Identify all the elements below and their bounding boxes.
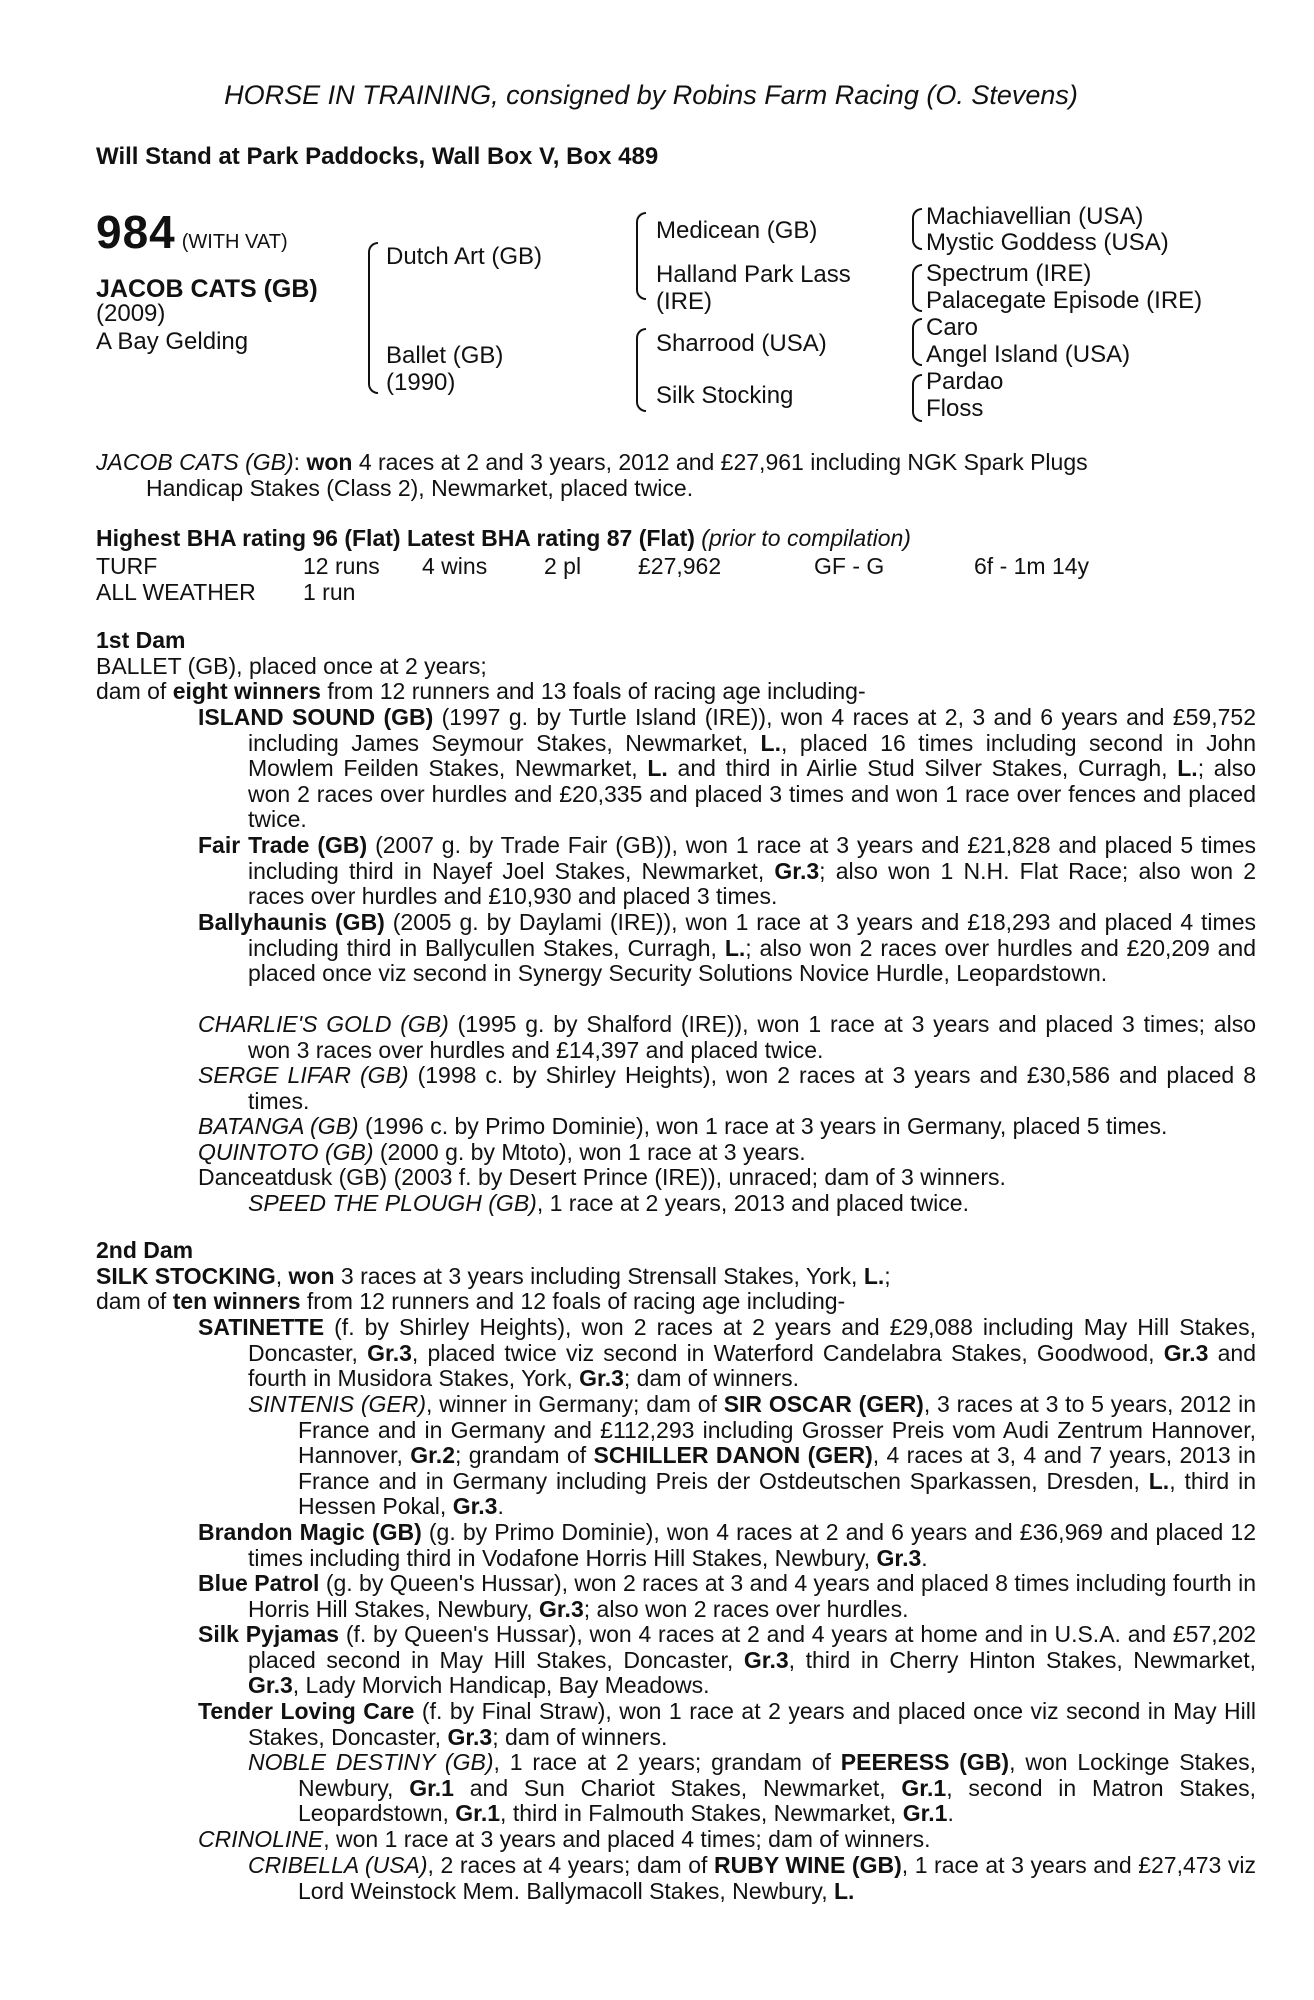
entry-text: , 3 races at 3 to 5 years, 2012 in France and in Germany and £112,293 including Grosser Preis vom Audi Zentrum Hannover, Hannover,	[298, 1391, 1256, 1469]
entry-name: CHARLIE'S GOLD (GB)	[198, 1011, 449, 1037]
entry-text: , third in Cherry Hinton Stakes, Newmarket,	[788, 1646, 1256, 1673]
second-dam-entry-sintenis	[248, 1392, 1256, 1520]
pedigree-sire-dam: Halland Park Lass	[656, 261, 851, 288]
entry-text: , 1 race at 2 years, 2013 and placed twice.	[536, 1190, 969, 1216]
entry-text: , won 1 race at 3 years and placed 4 times; dam of winners.	[323, 1826, 931, 1852]
pedigree-brace-g4	[912, 374, 922, 422]
group-mark: Gr.2	[410, 1442, 455, 1469]
aw-runs: 1 run	[303, 579, 356, 605]
second-dam-entry-blue-patrol	[198, 1571, 1256, 1622]
group-mark: Gr.3	[579, 1365, 624, 1392]
race-summary: JACOB CATS (GB): won 4 races at 2 and 3 years, 2012 and £27,961 including NGK Spark Plugs Handicap Stakes (Class 2), Newmarket, placed twice.	[96, 450, 1206, 501]
first-dam-entry-quintoto	[198, 1140, 1256, 1166]
horse-name: JACOB CATS (GB)	[96, 275, 318, 303]
turf-prize: £27,962	[638, 553, 722, 579]
aw-label: ALL WEATHER	[96, 579, 256, 605]
entry-name: Blue Patrol	[198, 1570, 320, 1596]
entry-text: , winner in Germany; dam of	[426, 1391, 724, 1417]
entry-name: Silk Pyjamas	[198, 1621, 340, 1647]
turf-runs: 12 runs	[303, 553, 380, 579]
entry-text: (2005 g. by Daylami (IRE)), won 1 race at 3 years and £18,293 and placed 4 times including third in Ballycullen Stakes, Curragh,	[248, 909, 1256, 961]
pedigree-brace-main	[368, 242, 378, 394]
second-dam-entry-brandon-magic	[198, 1520, 1256, 1571]
entry-name: BATANGA (GB)	[198, 1113, 359, 1139]
entry-name: Tender Loving Care	[198, 1698, 415, 1724]
entry-text: ; also won 2 races over hurdles and £20,209 and placed once viz second in Synergy Security Solutions Novice Hurdle, Leopardstown.	[248, 934, 1257, 987]
entry-text: and fourth in Musidora Stakes, York,	[248, 1339, 1257, 1392]
second-dam-text: 3 races at 3 years including Strensall Stakes, York,	[334, 1262, 864, 1289]
turf-going: GF - G	[814, 553, 885, 579]
entry-text: (g. by Queen's Hussar), won 2 races at 3 and 4 years and placed 8 times including fourth in Horris Hill Stakes, Newbury,	[248, 1570, 1256, 1622]
pedigree-brace-g2	[912, 264, 922, 312]
first-dam-entry-charlies-gold	[198, 1012, 1256, 1063]
pedigree-g2: Mystic Goddess (USA)	[926, 229, 1169, 256]
group-mark: Gr.1	[455, 1800, 501, 1827]
entry-name: ISLAND SOUND (GB)	[198, 704, 434, 730]
entry-text: .	[947, 1800, 954, 1827]
group-mark: Gr.1	[901, 1774, 947, 1801]
second-dam-entry-silk-pyjamas	[198, 1622, 1256, 1699]
group-mark: Gr.3	[248, 1672, 293, 1699]
entry-text: , placed twice viz second in Waterford Candelabra Stakes, Goodwood,	[411, 1339, 1164, 1366]
group-mark: Gr.1	[902, 1800, 948, 1827]
first-dam-winners: eight winners	[172, 678, 321, 705]
first-dam-entry-ballyhaunis	[198, 910, 1256, 987]
entry-text: (f. by Queen's Hussar), won 4 races at 2 and 4 years at home and in U.S.A. and £57,202 placed second in May Hill Stakes, Doncaster,	[248, 1621, 1256, 1673]
entry-text: , Lady Morvich Handicap, Bay Meadows.	[292, 1672, 710, 1699]
entry-name: SATINETTE	[198, 1314, 325, 1340]
entry-text: , placed 16 times including second in John Mowlem Feilden Stakes, Newmarket,	[248, 729, 1256, 782]
listed-mark: L.	[647, 755, 668, 782]
first-dam-section	[96, 628, 1206, 705]
first-dam-entry-serge-lifar	[198, 1063, 1256, 1114]
entry-text: (g. by Primo Dominie), won 4 races at 2 and 6 years and £36,969 and placed 12 times including third in Vodafone Horris Hill Stakes, Newbury,	[248, 1519, 1256, 1571]
pedigree-g3: Spectrum (IRE)	[926, 260, 1092, 287]
group-mark: Gr.3	[774, 857, 820, 884]
first-dam-entry-island-sound	[198, 705, 1256, 833]
ratings-note: (prior to compilation)	[694, 525, 911, 551]
entry-text: , 2 races at 4 years; dam of	[427, 1852, 714, 1878]
entry-text: ; dam of winners.	[623, 1365, 800, 1392]
pedigree-g7: Pardao	[926, 368, 1004, 395]
page-title: HORSE IN TRAINING, consigned by Robins Farm Racing (O. Stevens)	[224, 80, 1078, 110]
second-dam-entry-noble-destiny	[248, 1750, 1256, 1827]
horse-year: (2009)	[96, 300, 166, 327]
listed-mark: L.	[724, 934, 746, 961]
entry-text: (f. by Final Straw), won 1 race at 2 years and placed once viz second in May Hill Stakes, Doncaster,	[248, 1698, 1256, 1750]
summary-horse-name: JACOB CATS (GB)	[96, 449, 294, 475]
lot-number-line	[96, 205, 288, 259]
entry-text: .	[497, 1493, 504, 1520]
entry-name: CRIBELLA (USA)	[248, 1852, 428, 1878]
entry-text: and Sun Chariot Stakes, Newmarket,	[453, 1774, 902, 1801]
pedigree-brace-sire	[636, 212, 646, 300]
pedigree-brace-g1	[912, 208, 922, 250]
second-dam-entry-satinette	[198, 1315, 1256, 1392]
entry-progeny-name: PEERESS (GB)	[840, 1749, 1010, 1775]
second-dam-section	[96, 1238, 1206, 1315]
group-mark: Gr.1	[409, 1774, 454, 1801]
pedigree-g1: Machiavellian (USA)	[926, 203, 1144, 230]
entry-name: SINTENIS (GER)	[248, 1391, 427, 1417]
entry-text: , third in Falmouth Stakes, Newmarket,	[500, 1800, 903, 1827]
listed-mark: L.	[760, 729, 781, 756]
entry-text: , 1 race at 2 years; grandam of	[493, 1749, 841, 1775]
entry-name: Fair Trade (GB)	[198, 832, 368, 858]
pedigree-sire-sire: Medicean (GB)	[656, 217, 818, 244]
first-dam-heading: 1st Dam	[96, 627, 186, 653]
entry-name: CRINOLINE	[198, 1826, 324, 1852]
group-mark: Gr.3	[538, 1595, 584, 1622]
entry-text: , second in Matron Stakes, Leopardstown,	[298, 1774, 1256, 1827]
group-mark: Gr.3	[743, 1646, 789, 1673]
turf-wins: 4 wins	[422, 553, 488, 579]
ratings-headline: Highest BHA rating 96 (Flat) Latest BHA rating 87 (Flat)	[96, 525, 695, 551]
first-dam-entry-fair-trade	[198, 833, 1256, 910]
pedigree-g6: Angel Island (USA)	[926, 341, 1131, 368]
first-dam-l2a: dam of	[96, 678, 173, 705]
entry-name: SERGE LIFAR (GB)	[198, 1062, 409, 1088]
pedigree-dam: Ballet (GB)	[386, 342, 504, 369]
entry-progeny-name: SCHILLER DANON (GER)	[593, 1442, 873, 1469]
entry-text: , 4 races at 3, 4 and 7 years, 2013 in France and in Germany including Preis der Ostdeutschen Sparkassen, Dresden,	[298, 1442, 1256, 1494]
second-dam-heading: 2nd Dam	[96, 1237, 194, 1263]
entry-name: SPEED THE PLOUGH (GB)	[248, 1190, 537, 1216]
listed-mark: L.	[834, 1877, 855, 1904]
group-mark: Gr.3	[452, 1493, 498, 1520]
entry-text: , won Lockinge Stakes, Newbury,	[298, 1749, 1256, 1801]
summary-won: won	[306, 449, 353, 475]
entry-text: Danceatdusk (GB) (2003 f. by Desert Prince (IRE)), unraced; dam of 3 winners.	[198, 1164, 1006, 1190]
pedigree-g5: Caro	[926, 314, 979, 341]
second-dam-entry-cribella	[248, 1853, 1256, 1904]
entry-text: ; also won 1 N.H. Flat Race; also won 2 races over hurdles and £10,930 and placed 3 times.	[248, 857, 1256, 910]
first-dam-line1: BALLET (GB), placed once at 2 years;	[96, 652, 487, 679]
vat-note: (WITH VAT)	[181, 231, 288, 253]
horse-description: A Bay Gelding	[96, 328, 249, 355]
pedigree-sire: Dutch Art (GB)	[386, 243, 543, 270]
entry-text: (1997 g. by Turtle Island (IRE)), won 4 races at 2, 3 and 6 years and £59,752 including James Seymour Stakes, Newmarket,	[248, 704, 1256, 756]
second-dam-l2c: from 12 runners and 12 foals of racing age including-	[300, 1288, 846, 1315]
entry-text: (1995 g. by Shalford (IRE)), won 1 race at 3 years and placed 3 times; also won 3 races over hurdles and £14,397 and placed twice.	[248, 1011, 1256, 1063]
pedigree-sire-dam-country: (IRE)	[656, 288, 712, 315]
group-mark: Gr.3	[1163, 1339, 1209, 1366]
turf-placed: 2 pl	[544, 553, 582, 579]
second-dam-entry-tender-loving-care	[198, 1699, 1256, 1750]
entry-text: (1996 c. by Primo Dominie), won 1 race at 3 years in Germany, placed 5 times.	[358, 1113, 1168, 1139]
turf-label: TURF	[96, 553, 158, 579]
group-mark: Gr.3	[447, 1723, 493, 1750]
pedigree-dam-sire: Sharrood (USA)	[656, 330, 827, 357]
entry-text: (1998 c. by Shirley Heights), won 2 races at 3 years and £30,586 and placed 8 times.	[248, 1062, 1257, 1114]
lot-number: 984	[96, 206, 176, 258]
pedigree-dam-year: (1990)	[386, 369, 456, 396]
group-mark: Gr.3	[367, 1339, 412, 1366]
entry-progeny-name: RUBY WINE (GB)	[714, 1852, 902, 1878]
pedigree-dam-dam: Silk Stocking	[656, 382, 794, 409]
second-dam-name: SILK STOCKING	[96, 1262, 276, 1289]
entry-text: ; also won 2 races over hurdles and £20,335 and placed 3 times and won 1 race over fences and placed twice.	[248, 755, 1256, 833]
pedigree-brace-dam	[636, 328, 646, 412]
listed-mark: L.	[863, 1262, 885, 1289]
summary-line1: 4 races at 2 and 3 years, 2012 and £27,961 including NGK Spark Plugs	[352, 449, 1088, 475]
pedigree-g8: Floss	[926, 395, 984, 422]
entry-name: QUINTOTO (GB)	[198, 1139, 374, 1165]
second-dam-entry-crinoline	[198, 1827, 1256, 1853]
first-dam-entry-batanga	[198, 1114, 1256, 1140]
second-dam-l2a: dam of	[96, 1288, 173, 1315]
entry-text: ; grandam of	[455, 1442, 594, 1469]
entry-text: (2007 g. by Trade Fair (GB)), won 1 race at 3 years and £21,828 and placed 5 times including third in Nayef Joel Stakes, Newmarket,	[248, 832, 1256, 884]
entry-text: and third in Airlie Stud Silver Stakes, Curragh,	[667, 755, 1178, 782]
listed-mark: L.	[1177, 755, 1198, 782]
entry-text: .	[921, 1544, 928, 1571]
ratings-block	[96, 526, 1206, 552]
listed-mark: L.	[1148, 1467, 1170, 1494]
entry-text: (f. by Shirley Heights), won 2 races at 2 years and £29,088 including May Hill Stakes, Doncaster,	[248, 1314, 1256, 1366]
summary-line2: Handicap Stakes (Class 2), Newmarket, placed twice.	[146, 474, 694, 501]
second-dam-won: won	[288, 1262, 335, 1289]
first-dam-l2c: from 12 runners and 13 foals of racing age including-	[320, 678, 866, 705]
group-mark: Gr.3	[876, 1544, 922, 1571]
entry-text: , third in Hessen Pokal,	[298, 1467, 1256, 1520]
first-dam-entry-speed-the-plough	[248, 1191, 1206, 1217]
first-dam-entry-danceatdusk	[198, 1165, 1206, 1191]
second-dam-winners: ten winners	[172, 1288, 301, 1315]
entry-progeny-name: SIR OSCAR (GER)	[723, 1391, 924, 1417]
second-dam-end: ;	[884, 1262, 891, 1289]
pedigree-g4: Palacegate Episode (IRE)	[926, 287, 1203, 314]
entry-text: ; dam of winners.	[492, 1723, 668, 1750]
entry-name: Ballyhaunis (GB)	[198, 909, 385, 935]
entry-name: Brandon Magic (GB)	[198, 1519, 422, 1545]
entry-name: NOBLE DESTINY (GB)	[248, 1749, 494, 1775]
second-dam-sep: ,	[275, 1262, 289, 1289]
entry-text: (2000 g. by Mtoto), won 1 race at 3 years.	[373, 1139, 806, 1165]
entry-text: , 1 race at 3 years and £27,473 viz Lord Weinstock Mem. Ballymacoll Stakes, Newbury,	[298, 1852, 1257, 1904]
turf-distance: 6f - 1m 14y	[974, 553, 1090, 579]
entry-text: ; also won 2 races over hurdles.	[583, 1595, 909, 1622]
pedigree-brace-g3	[912, 318, 922, 366]
stand-location: Will Stand at Park Paddocks, Wall Box V, Box 489	[96, 143, 659, 170]
